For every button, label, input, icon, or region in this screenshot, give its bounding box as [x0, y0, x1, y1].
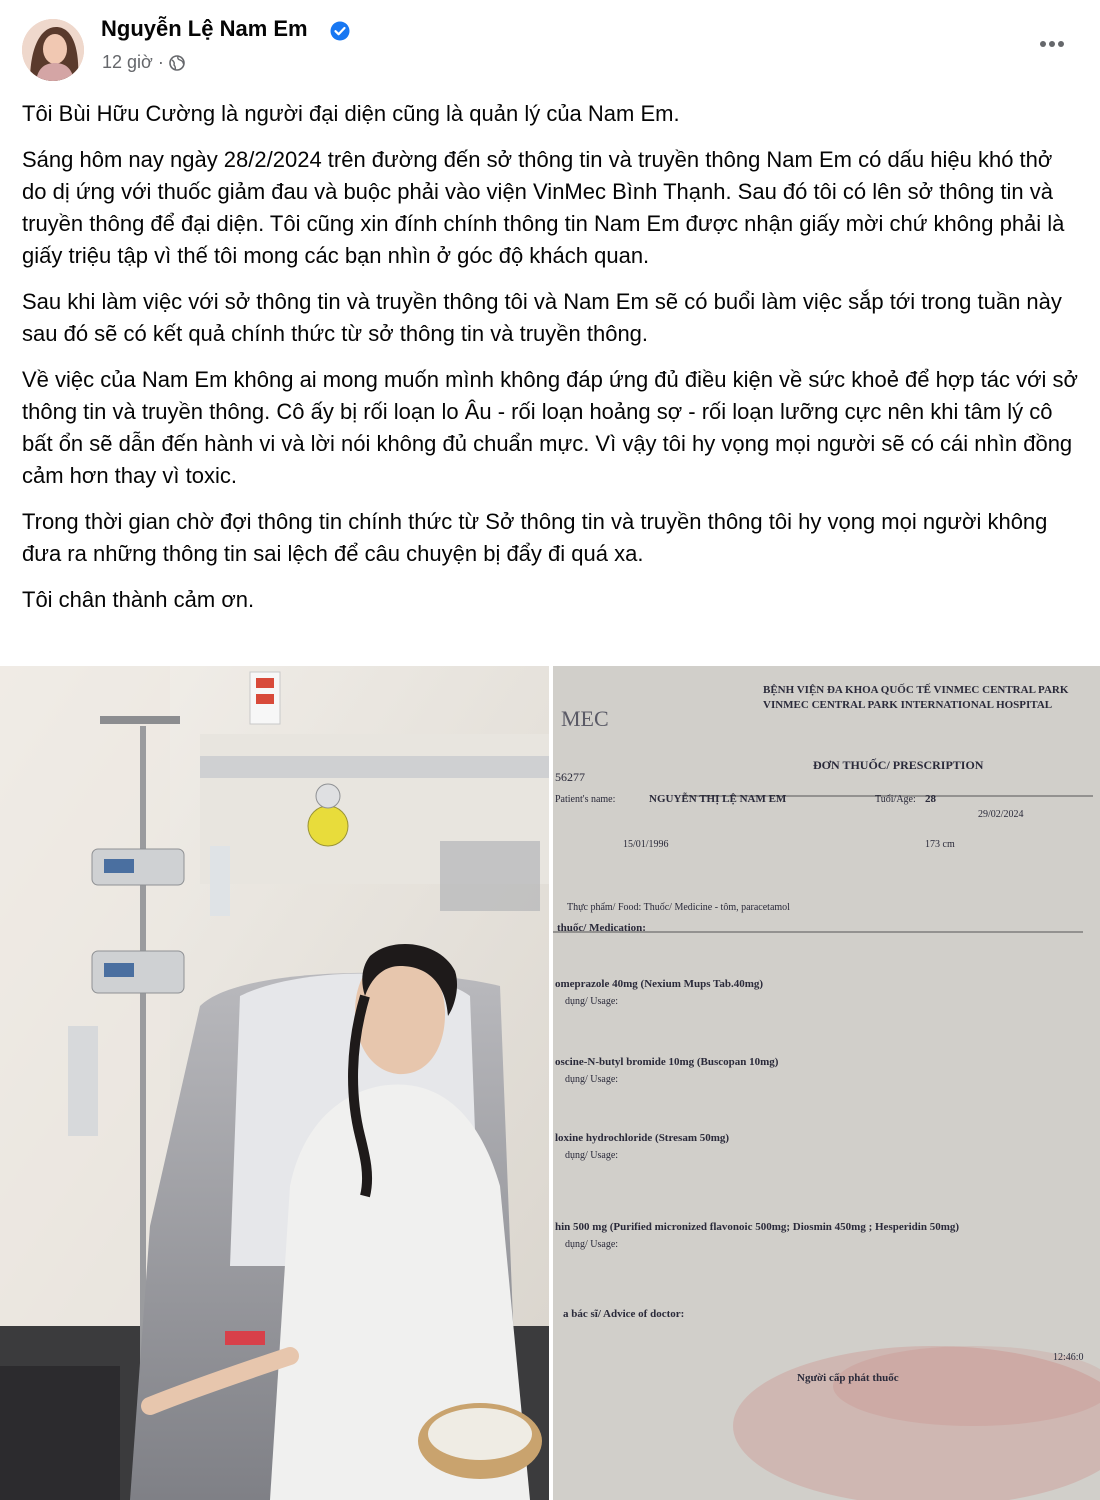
- post-header: [0, 0, 1100, 95]
- hospital-room-photo[interactable]: [0, 666, 549, 1500]
- more-options-icon[interactable]: [1034, 30, 1070, 58]
- order-date: 29/02/2024: [978, 809, 1024, 820]
- patient-height: 173 cm: [925, 839, 955, 850]
- post-paragraph: Trong thời gian chờ đợi thông tin chính thức từ Sở thông tin và truyền thông tôi hy vọng mọi người không đưa ra những thông tin sai lệch để câu chuyện bị đẩy đi quá xa.: [22, 509, 1048, 566]
- usage-label: dụng/ Usage:: [565, 996, 619, 1007]
- prescription-code: 56277: [555, 770, 585, 784]
- usage-label: dụng/ Usage:: [565, 1150, 619, 1161]
- post-photos: [0, 666, 1100, 1500]
- post-timestamp[interactable]: 12 giờ: [102, 52, 153, 72]
- author-avatar[interactable]: [22, 19, 84, 81]
- print-time: 12:46:0: [1053, 1352, 1084, 1363]
- prescription-title: ĐƠN THUỐC/ PRESCRIPTION: [813, 758, 984, 772]
- verified-badge-icon: [330, 21, 350, 41]
- patient-label: Patient's name:: [555, 794, 616, 805]
- hospital-name-en: VINMEC CENTRAL PARK INTERNATIONAL HOSPITAL: [763, 699, 1053, 711]
- prescription-photo[interactable]: [553, 666, 1100, 1500]
- author-name[interactable]: Nguyễn Lệ Nam Em: [101, 16, 308, 41]
- post-meta: [102, 52, 185, 73]
- medication-item: loxine hydrochloride (Stresam 50mg): [555, 1132, 730, 1144]
- meta-separator: ·: [157, 52, 164, 72]
- medication-item: omeprazole 40mg (Nexium Mups Tab.40mg): [555, 978, 764, 990]
- patient-name: NGUYỄN THỊ LỆ NAM EM: [649, 793, 787, 805]
- medication-item: hin 500 mg (Purified micronized flavonoic 500mg; Diosmin 450mg ; Hesperidin 50mg): [555, 1221, 960, 1233]
- post-paragraph: Sau khi làm việc với sở thông tin và truyền thông tôi và Nam Em sẽ có buổi làm việc sắp tới trong tuần này sau đó sẽ có kết quả chính thức từ sở thông tin và truyền thông.: [22, 289, 1062, 346]
- post-paragraph: Tôi chân thành cảm ơn.: [22, 587, 255, 612]
- allergy-info: Thực phẩm/ Food: Thuốc/ Medicine - tôm, paracetamol: [567, 902, 790, 913]
- post-paragraph: Về việc của Nam Em không ai mong muốn mình không đáp ứng đủ điều kiện về sức khoẻ để hợp tác với sở thông tin và truyền thông. Cô ấy bị rối loạn lo Âu - rối loạn hoảng sợ - rối loạn lưỡng cực nên khi tâm lý cô bất ổn sẽ dẫn đến hành vi và lời nói không đủ chuẩn mực. Vì vậy tôi hy vọng mọi người sẽ có cái nhìn đồng cảm hơn thay vì toxic.: [22, 367, 1078, 488]
- medication-header: thuốc/ Medication:: [557, 922, 646, 934]
- medication-item: oscine-N-butyl bromide 10mg (Buscopan 10mg): [555, 1056, 779, 1068]
- globe-icon[interactable]: [169, 55, 185, 71]
- patient-dob: 15/01/1996: [623, 839, 669, 850]
- usage-label: dụng/ Usage:: [565, 1074, 619, 1085]
- post-body: [22, 98, 1082, 630]
- advice-label: a bác sĩ/ Advice of doctor:: [563, 1308, 685, 1320]
- dispenser-label: Người cấp phát thuốc: [797, 1372, 899, 1384]
- vinmec-logo: MEC: [561, 706, 609, 731]
- post-paragraph: Sáng hôm nay ngày 28/2/2024 trên đường đến sở thông tin và truyền thông Nam Em có dấu hiệu khó thở do dị ứng với thuốc giảm đau và buộc phải vào viện VinMec Bình Thạnh. Sau đó tôi có lên sở thông tin và truyền thông để đại diện. Tôi cũng xin đính chính thông tin Nam Em được nhận giấy mời chứ không phải là giấy triệu tập vì thế tôi mong các bạn nhìn ở góc độ khách quan.: [22, 147, 1065, 268]
- usage-label: dụng/ Usage:: [565, 1239, 619, 1250]
- age-label: Tuổi/Age:: [875, 794, 916, 805]
- hospital-name: BỆNH VIỆN ĐA KHOA QUỐC TẾ VINMEC CENTRAL PARK: [763, 684, 1069, 696]
- post-paragraph: Tôi Bùi Hữu Cường là người đại diện cũng là quản lý của Nam Em.: [22, 101, 680, 126]
- patient-age: 28: [925, 793, 936, 805]
